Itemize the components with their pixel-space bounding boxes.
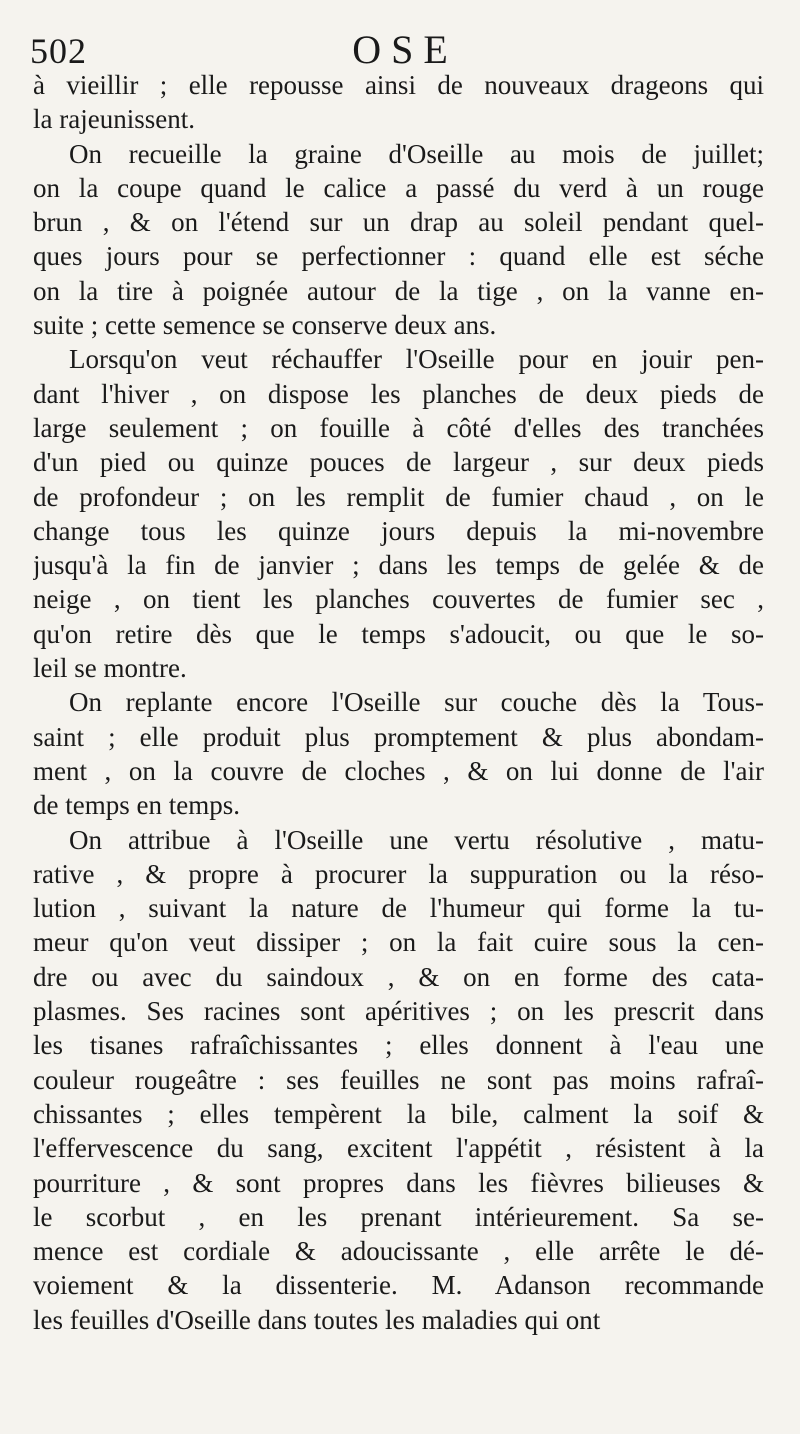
text-line: chissantes ; elles tempèrent la bile, calment la soif & <box>33 1098 764 1129</box>
text-line: jusqu'à la fin de janvier ; dans les temps de gelée & de <box>33 550 764 581</box>
paragraph <box>33 342 764 685</box>
text-line: lution , suivant la nature de l'humeur qui forme la tu- <box>33 893 764 924</box>
text-line: plasmes. Ses racines sont apéritives ; on les prescrit dans <box>33 996 764 1027</box>
text-line: l'effervescence du sang, excitent l'appétit , résistent à la <box>33 1133 764 1164</box>
paragraph <box>33 137 764 343</box>
text-line: de temps en temps. <box>33 790 240 821</box>
paragraph <box>33 823 764 1337</box>
text-line: couleur rougeâtre : ses feuilles ne sont pas moins rafraî- <box>33 1064 764 1095</box>
paragraph <box>33 685 764 822</box>
page-header <box>30 20 770 70</box>
text-line: les feuilles d'Oseille dans toutes les maladies qui ont <box>33 1304 601 1335</box>
text-line: On replante encore l'Oseille sur couche dès la Tous- <box>69 687 764 718</box>
text-line: dre ou avec du saindoux , & on en forme des cata- <box>33 961 764 992</box>
page-number: 502 <box>30 31 87 71</box>
text-line: On recueille la graine d'Oseille au mois de juillet; <box>69 138 764 169</box>
text-line: brun , & on l'étend sur un drap au soleil pendant quel- <box>33 207 764 238</box>
text-line: suite ; cette semence se conserve deux ans. <box>33 310 497 341</box>
text-line: mence est cordiale & adoucissante , elle arrête le dé- <box>33 1236 764 1267</box>
text-line: pourriture , & sont propres dans les fièvres bilieuses & <box>33 1167 764 1198</box>
text-line: Lorsqu'on veut réchauffer l'Oseille pour en jouir pen- <box>69 344 764 375</box>
text-line: rative , & propre à procurer la suppuration ou la réso- <box>33 858 764 889</box>
running-head: OSE <box>352 27 458 72</box>
paragraph <box>33 68 764 137</box>
body-text <box>33 68 764 1337</box>
text-line: à vieillir ; elle repousse ainsi de nouveaux drageons qui <box>33 70 764 100</box>
text-line: on la tire à poignée autour de la tige , on la vanne en- <box>33 275 764 306</box>
text-line: leil se montre. <box>33 653 187 684</box>
text-line: large seulement ; on fouille à côté d'elles des tranchées <box>33 412 764 443</box>
text-line: on la coupe quand le calice a passé du verd à un rouge <box>33 172 764 203</box>
text-line: la rajeunissent. <box>33 104 195 135</box>
text-line: saint ; elle produit plus promptement & plus abondam- <box>33 721 764 752</box>
text-line: de profondeur ; on les remplit de fumier chaud , on le <box>33 481 764 512</box>
text-line: voiement & la dissenterie. M. Adanson recommande <box>33 1270 764 1301</box>
text-line: d'un pied ou quinze pouces de largeur , sur deux pieds <box>33 447 764 478</box>
text-line: qu'on retire dès que le temps s'adoucit, ou que le so- <box>33 618 764 649</box>
text-line: meur qu'on veut dissiper ; on la fait cuire sous la cen- <box>33 927 764 958</box>
text-line: ment , on la couvre de cloches , & on lui donne de l'air <box>33 755 764 786</box>
text-line: ques jours pour se perfectionner : quand elle est séche <box>33 241 764 272</box>
text-line: les tisanes rafraîchissantes ; elles donnent à l'eau une <box>33 1030 764 1061</box>
text-line: neige , on tient les planches couvertes de fumier sec , <box>33 584 764 615</box>
text-line: change tous les quinze jours depuis la mi-novembre <box>33 515 764 546</box>
text-line: dant l'hiver , on dispose les planches de deux pieds de <box>33 378 764 409</box>
text-line: le scorbut , en les prenant intérieurement. Sa se- <box>33 1201 764 1232</box>
text-line: On attribue à l'Oseille une vertu résolutive , matu- <box>69 824 764 855</box>
